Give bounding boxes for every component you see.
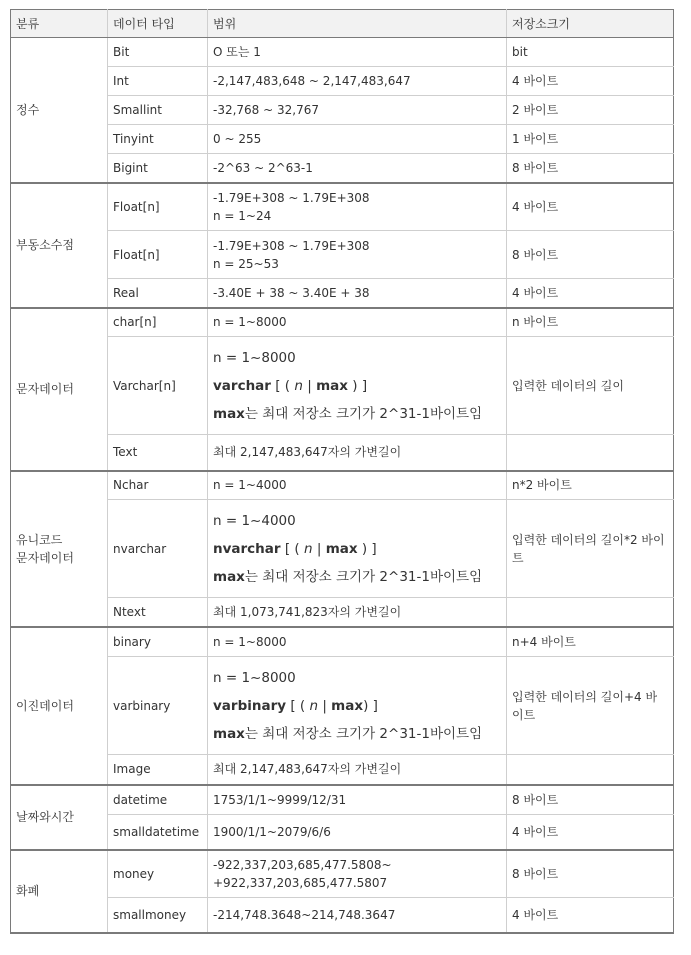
type-cell: Image	[108, 755, 208, 785]
range-line: n = 1~4000	[213, 512, 296, 529]
range-cell: n = 1~8000	[208, 627, 507, 657]
table-row	[11, 500, 674, 598]
syntax-keyword: nvarchar	[213, 540, 281, 557]
storage-cell: 8 바이트	[507, 850, 674, 898]
range-cell: 최대 1,073,741,823자의 가변길이	[208, 598, 507, 627]
table-row	[11, 67, 674, 96]
storage-cell: 1 바이트	[507, 125, 674, 154]
range-line: n = 1~8000	[213, 349, 296, 366]
range-cell: 최대 2,147,483,647자의 가변길이	[208, 755, 507, 785]
category-line: 문자데이터	[16, 550, 74, 565]
max-note	[213, 563, 501, 591]
max-note	[213, 400, 501, 428]
type-cell: char[n]	[108, 308, 208, 337]
table-row	[11, 435, 674, 471]
range-line: +922,337,203,685,477.5807	[213, 875, 388, 890]
range-cell	[208, 231, 507, 279]
header-row	[11, 10, 674, 38]
range-cell	[208, 500, 507, 598]
syntax-n: n	[309, 697, 319, 714]
type-cell: datetime	[108, 785, 208, 815]
storage-cell: 4 바이트	[507, 183, 674, 231]
range-cell: 최대 2,147,483,647자의 가변길이	[208, 435, 507, 471]
max-keyword: max	[213, 405, 245, 422]
category-char: 문자데이터	[11, 308, 108, 471]
range-line: -922,337,203,685,477.5808~	[213, 857, 392, 872]
category-float: 부동소수점	[11, 183, 108, 308]
table-row	[11, 337, 674, 435]
storage-cell: 입력한 데이터의 길이+4 바이트	[507, 657, 674, 755]
storage-cell	[507, 435, 674, 471]
syntax-close: ) ]	[357, 540, 377, 557]
data-type-table	[10, 9, 674, 934]
range-line: n = 25~53	[213, 256, 279, 271]
range-cell	[208, 657, 507, 755]
table-row	[11, 755, 674, 785]
table-row	[11, 657, 674, 755]
table-row	[11, 785, 674, 815]
category-binary: 이진데이터	[11, 627, 108, 785]
syntax-close: ) ]	[363, 697, 378, 714]
range-cell: 1900/1/1~2079/6/6	[208, 815, 507, 850]
storage-cell: 입력한 데이터의 길이*2 바이트	[507, 500, 674, 598]
storage-cell: n+4 바이트	[507, 627, 674, 657]
syntax-line	[213, 692, 501, 720]
storage-cell: 2 바이트	[507, 96, 674, 125]
type-cell: binary	[108, 627, 208, 657]
max-note	[213, 720, 501, 748]
header-range: 범위	[208, 10, 507, 38]
range-cell: -2^63 ~ 2^63-1	[208, 154, 507, 183]
syntax-sep: |	[302, 377, 317, 394]
type-cell: nvarchar	[108, 500, 208, 598]
type-cell: smallmoney	[108, 898, 208, 933]
syntax-sep: |	[312, 540, 326, 557]
range-cell: -2,147,483,648 ~ 2,147,483,647	[208, 67, 507, 96]
category-datetime: 날짜와시간	[11, 785, 108, 850]
range-line: n = 1~8000	[213, 669, 296, 686]
storage-cell: 4 바이트	[507, 67, 674, 96]
syntax-max: max	[316, 377, 348, 394]
syntax-max: max	[331, 697, 364, 714]
type-cell: Tinyint	[108, 125, 208, 154]
type-cell: Bit	[108, 38, 208, 67]
storage-cell	[507, 598, 674, 627]
storage-cell: n 바이트	[507, 308, 674, 337]
table-row	[11, 815, 674, 850]
syntax-open: [ (	[270, 377, 295, 394]
range-cell: 1753/1/1~9999/12/31	[208, 785, 507, 815]
syntax-open: [ (	[280, 540, 304, 557]
storage-cell: 8 바이트	[507, 154, 674, 183]
table-row	[11, 471, 674, 500]
range-cell	[208, 183, 507, 231]
range-cell: O 또는 1	[208, 38, 507, 67]
range-cell	[208, 850, 507, 898]
type-cell: Text	[108, 435, 208, 471]
table-row	[11, 627, 674, 657]
range-cell: 0 ~ 255	[208, 125, 507, 154]
category-money: 화폐	[11, 850, 108, 933]
range-cell: n = 1~8000	[208, 308, 507, 337]
storage-cell: 8 바이트	[507, 231, 674, 279]
range-cell: -32,768 ~ 32,767	[208, 96, 507, 125]
syntax-line	[213, 372, 501, 400]
range-cell: -214,748.3648~214,748.3647	[208, 898, 507, 933]
storage-cell: 4 바이트	[507, 815, 674, 850]
type-cell: Bigint	[108, 154, 208, 183]
type-cell: smalldatetime	[108, 815, 208, 850]
category-integer: 정수	[11, 38, 108, 183]
table-row	[11, 38, 674, 67]
type-cell: Smallint	[108, 96, 208, 125]
range-line: -1.79E+308 ~ 1.79E+308	[213, 238, 370, 253]
table-row	[11, 183, 674, 231]
type-cell: Float[n]	[108, 183, 208, 231]
syntax-line	[213, 535, 501, 563]
storage-cell: 4 바이트	[507, 279, 674, 308]
table-row	[11, 898, 674, 933]
storage-cell: n*2 바이트	[507, 471, 674, 500]
type-cell: Varchar[n]	[108, 337, 208, 435]
category-unicode	[11, 471, 108, 627]
type-cell: Int	[108, 67, 208, 96]
storage-cell: 입력한 데이터의 길이	[507, 337, 674, 435]
type-cell: money	[108, 850, 208, 898]
type-cell: Real	[108, 279, 208, 308]
max-note-text: 는 최대 저장소 크기가 2^31-1바이트임	[244, 568, 483, 585]
range-line: -1.79E+308 ~ 1.79E+308	[213, 190, 370, 205]
type-cell: Nchar	[108, 471, 208, 500]
storage-cell: 8 바이트	[507, 785, 674, 815]
syntax-max: max	[325, 540, 358, 557]
type-cell: Float[n]	[108, 231, 208, 279]
table-row	[11, 125, 674, 154]
max-note-text: 는 최대 저장소 크기가 2^31-1바이트임	[244, 725, 483, 742]
table-row	[11, 850, 674, 898]
header-type: 데이터 타입	[108, 10, 208, 38]
storage-cell	[507, 755, 674, 785]
range-line: n = 1~24	[213, 208, 272, 223]
syntax-open: [ (	[286, 697, 310, 714]
table-row	[11, 96, 674, 125]
syntax-n: n	[303, 540, 313, 557]
syntax-n: n	[294, 377, 303, 394]
range-cell	[208, 337, 507, 435]
table-row	[11, 231, 674, 279]
header-storage: 저장소크기	[507, 10, 674, 38]
syntax-keyword: varchar	[213, 377, 271, 394]
range-cell: n = 1~4000	[208, 471, 507, 500]
storage-cell: bit	[507, 38, 674, 67]
syntax-sep: |	[318, 697, 332, 714]
table-row	[11, 154, 674, 183]
storage-cell: 4 바이트	[507, 898, 674, 933]
max-note-text: 는 최대 저장소 크기가 2^31-1바이트임	[244, 405, 483, 422]
max-keyword: max	[213, 725, 245, 742]
header-category: 분류	[11, 10, 108, 38]
range-cell: -3.40E + 38 ~ 3.40E + 38	[208, 279, 507, 308]
table-row	[11, 279, 674, 308]
syntax-close: ) ]	[347, 377, 368, 394]
table-row	[11, 598, 674, 627]
table-row	[11, 308, 674, 337]
syntax-keyword: varbinary	[213, 697, 287, 714]
max-keyword: max	[213, 568, 245, 585]
type-cell: varbinary	[108, 657, 208, 755]
type-cell: Ntext	[108, 598, 208, 627]
category-line: 유니코드	[16, 532, 63, 547]
